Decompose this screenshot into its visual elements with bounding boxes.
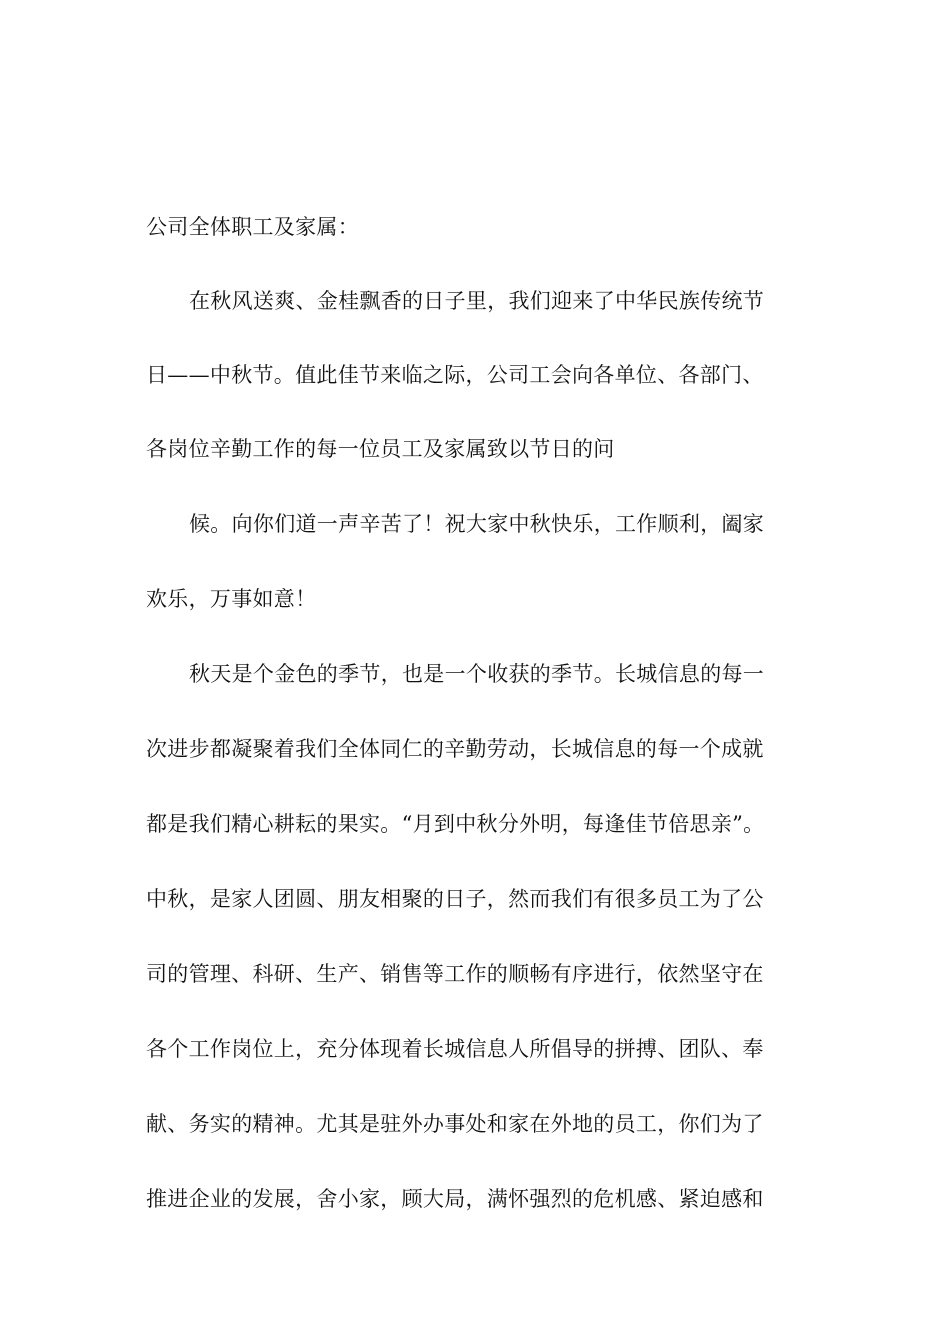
paragraph-line: 推进企业的发展，舍小家，顾大局，满怀强烈的危机感、紧迫感和 [146, 1187, 764, 1211]
paragraph-line: 日——中秋节。值此佳节来临之际，公司工会向各单位、各部门、 [146, 363, 764, 387]
paragraph-line: 献、务实的精神。尤其是驻外办事处和家在外地的员工，你们为了 [146, 1112, 764, 1136]
paragraph-line: 欢乐，万事如意！ [146, 587, 317, 611]
greeting-line: 公司全体职工及家属： [146, 215, 359, 239]
paragraph-line: 中秋，是家人团圆、朋友相聚的日子，然而我们有很多员工为了公 [146, 887, 764, 911]
paragraph-line: 都是我们精心耕耘的果实。“月到中秋分外明，每逢佳节倍思亲”。 [146, 812, 765, 836]
paragraph-line: 各岗位辛勤工作的每一位员工及家属致以节日的问 [146, 437, 615, 461]
paragraph-line: 司的管理、科研、生产、销售等工作的顺畅有序进行，依然坚守在 [146, 962, 764, 986]
paragraph-line: 次进步都凝聚着我们全体同仁的辛勤劳动，长城信息的每一个成就 [146, 737, 764, 761]
paragraph-line: 秋天是个金色的季节，也是一个收获的季节。长城信息的每一 [189, 662, 765, 686]
paragraph-line: 各个工作岗位上，充分体现着长城信息人所倡导的拼搏、团队、奉 [146, 1037, 764, 1061]
paragraph-line: 在秋风送爽、金桂飘香的日子里，我们迎来了中华民族传统节 [189, 289, 765, 313]
paragraph-line: 候。向你们道一声辛苦了！祝大家中秋快乐，工作顺利，阖家 [189, 512, 765, 536]
